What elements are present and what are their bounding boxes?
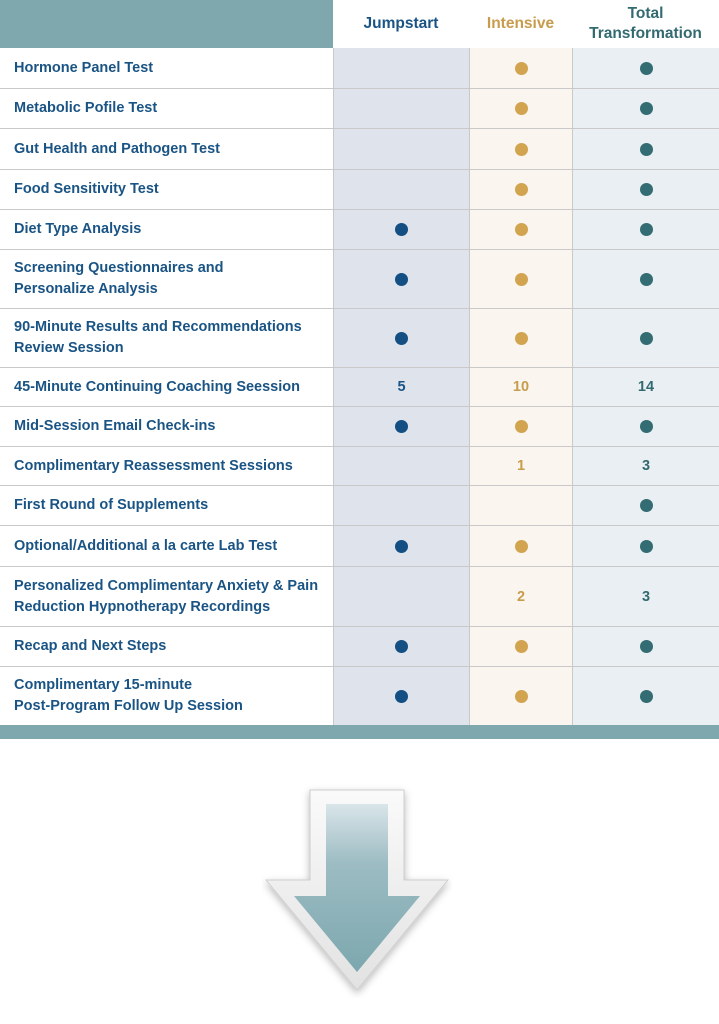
cell-value: 1 — [516, 458, 526, 474]
row-label-text: Gut Health and Pathogen Test — [14, 140, 220, 157]
table-row — [0, 209, 719, 249]
row-label-text: 90-Minute Results and Recommendations Review Session — [14, 319, 302, 356]
cell-intensive — [469, 250, 572, 308]
cell-value: 10 — [512, 379, 530, 395]
cell-intensive — [469, 447, 572, 485]
row-label-text: Diet Type Analysis — [14, 221, 142, 237]
included-dot-icon — [640, 183, 653, 196]
cell-jumpstart — [333, 368, 469, 406]
included-dot-icon — [515, 420, 528, 433]
row-label — [0, 309, 333, 367]
cell-total — [572, 368, 719, 406]
cell-value: 2 — [516, 588, 526, 605]
row-label-text: Personalized Complimentary Anxiety & Pain Reduction Hypnotherapy Recordings — [14, 577, 319, 615]
included-dot-icon — [395, 690, 408, 703]
table-row — [0, 88, 719, 128]
table-header — [0, 0, 719, 48]
included-dot-icon — [515, 690, 528, 703]
cell-jumpstart — [333, 486, 469, 525]
table-row — [0, 566, 719, 626]
row-label-text: Hormone Panel Test — [14, 59, 154, 76]
included-dot-icon — [515, 273, 528, 286]
table-row — [0, 128, 719, 169]
table-footer-bar — [0, 725, 719, 739]
row-label-text: Recap and Next Steps — [14, 638, 167, 654]
included-dot-icon — [515, 62, 528, 75]
row-label-text: Metabolic Pofile Test — [14, 100, 158, 116]
cell-intensive — [469, 486, 572, 525]
included-dot-icon — [640, 143, 653, 156]
row-label-text: Complimentary Reassessment Sessions — [14, 457, 293, 474]
row-label — [0, 526, 333, 566]
row-label-text: Screening Questionnaires and Personalize Analysis — [14, 260, 224, 297]
included-dot-icon — [515, 102, 528, 115]
row-label — [0, 250, 333, 308]
cell-total — [572, 526, 719, 566]
included-dot-icon — [640, 62, 653, 75]
included-dot-icon — [515, 332, 528, 345]
cell-intensive — [469, 170, 572, 209]
cell-intensive — [469, 89, 572, 128]
included-dot-icon — [640, 223, 653, 236]
included-dot-icon — [640, 273, 653, 286]
included-dot-icon — [640, 332, 653, 345]
included-dot-icon — [395, 420, 408, 433]
cell-intensive — [469, 667, 572, 725]
row-label — [0, 627, 333, 666]
cell-total — [572, 567, 719, 626]
row-label — [0, 48, 333, 88]
included-dot-icon — [640, 640, 653, 653]
cell-jumpstart — [333, 526, 469, 566]
cell-total — [572, 170, 719, 209]
row-label-text: First Round of Supplements — [14, 497, 209, 513]
cell-intensive — [469, 407, 572, 446]
included-dot-icon — [640, 540, 653, 553]
row-label-text: Optional/Additional a la carte Lab Test — [14, 537, 278, 554]
included-dot-icon — [395, 640, 408, 653]
cell-jumpstart — [333, 567, 469, 626]
row-label — [0, 129, 333, 169]
cell-total — [572, 447, 719, 485]
included-dot-icon — [640, 499, 653, 512]
cell-jumpstart — [333, 309, 469, 367]
table-body — [0, 48, 719, 725]
cell-intensive — [469, 48, 572, 88]
cell-intensive — [469, 309, 572, 367]
cell-intensive — [469, 567, 572, 626]
cell-jumpstart — [333, 210, 469, 249]
column-header-total: Total Transformation — [572, 0, 719, 48]
cell-jumpstart — [333, 407, 469, 446]
header-corner — [0, 0, 333, 48]
cell-intensive — [469, 526, 572, 566]
cell-value: 3 — [641, 588, 651, 605]
row-label — [0, 89, 333, 128]
cell-value: 3 — [641, 458, 651, 474]
cell-total — [572, 250, 719, 308]
column-header-intensive: Intensive — [469, 0, 572, 48]
included-dot-icon — [515, 183, 528, 196]
cell-jumpstart — [333, 48, 469, 88]
row-label — [0, 667, 333, 725]
cell-intensive — [469, 129, 572, 169]
table-row — [0, 249, 719, 308]
included-dot-icon — [640, 420, 653, 433]
cell-value: 5 — [397, 379, 406, 395]
column-header-jumpstart: Jumpstart — [333, 0, 469, 48]
row-label — [0, 407, 333, 446]
row-label — [0, 210, 333, 249]
included-dot-icon — [515, 143, 528, 156]
cell-intensive — [469, 627, 572, 666]
cell-total — [572, 129, 719, 169]
row-label — [0, 486, 333, 525]
table-row — [0, 446, 719, 485]
cell-intensive — [469, 368, 572, 406]
included-dot-icon — [640, 690, 653, 703]
included-dot-icon — [515, 640, 528, 653]
cell-total — [572, 210, 719, 249]
table-row — [0, 525, 719, 566]
down-arrow-icon — [262, 784, 452, 998]
included-dot-icon — [395, 540, 408, 553]
included-dot-icon — [515, 223, 528, 236]
included-dot-icon — [395, 223, 408, 236]
table-row — [0, 406, 719, 446]
cell-jumpstart — [333, 170, 469, 209]
row-label-text: Complimentary 15-minute Post-Program Follow Up Session — [14, 677, 243, 714]
cell-jumpstart — [333, 667, 469, 725]
table-row — [0, 485, 719, 525]
table-row — [0, 169, 719, 209]
cell-total — [572, 407, 719, 446]
cell-total — [572, 486, 719, 525]
cell-jumpstart — [333, 89, 469, 128]
included-dot-icon — [640, 102, 653, 115]
cell-intensive — [469, 210, 572, 249]
cell-total — [572, 89, 719, 128]
cell-total — [572, 48, 719, 88]
row-label — [0, 447, 333, 485]
table-row — [0, 308, 719, 367]
cell-jumpstart — [333, 129, 469, 169]
included-dot-icon — [395, 273, 408, 286]
row-label-text: Mid-Session Email Check-ins — [14, 418, 216, 434]
row-label-text: Food Sensitivity Test — [14, 181, 159, 197]
table-row — [0, 626, 719, 666]
row-label — [0, 170, 333, 209]
table-row — [0, 367, 719, 406]
included-dot-icon — [515, 540, 528, 553]
cell-jumpstart — [333, 447, 469, 485]
cell-jumpstart — [333, 627, 469, 666]
cell-total — [572, 667, 719, 725]
row-label-text: 45-Minute Continuing Coaching Seession — [14, 378, 300, 395]
table-row — [0, 666, 719, 725]
cell-value: 14 — [637, 379, 655, 395]
table-row — [0, 48, 719, 88]
row-label — [0, 368, 333, 406]
cell-jumpstart — [333, 250, 469, 308]
cell-total — [572, 627, 719, 666]
row-label — [0, 567, 333, 626]
cell-total — [572, 309, 719, 367]
included-dot-icon — [395, 332, 408, 345]
